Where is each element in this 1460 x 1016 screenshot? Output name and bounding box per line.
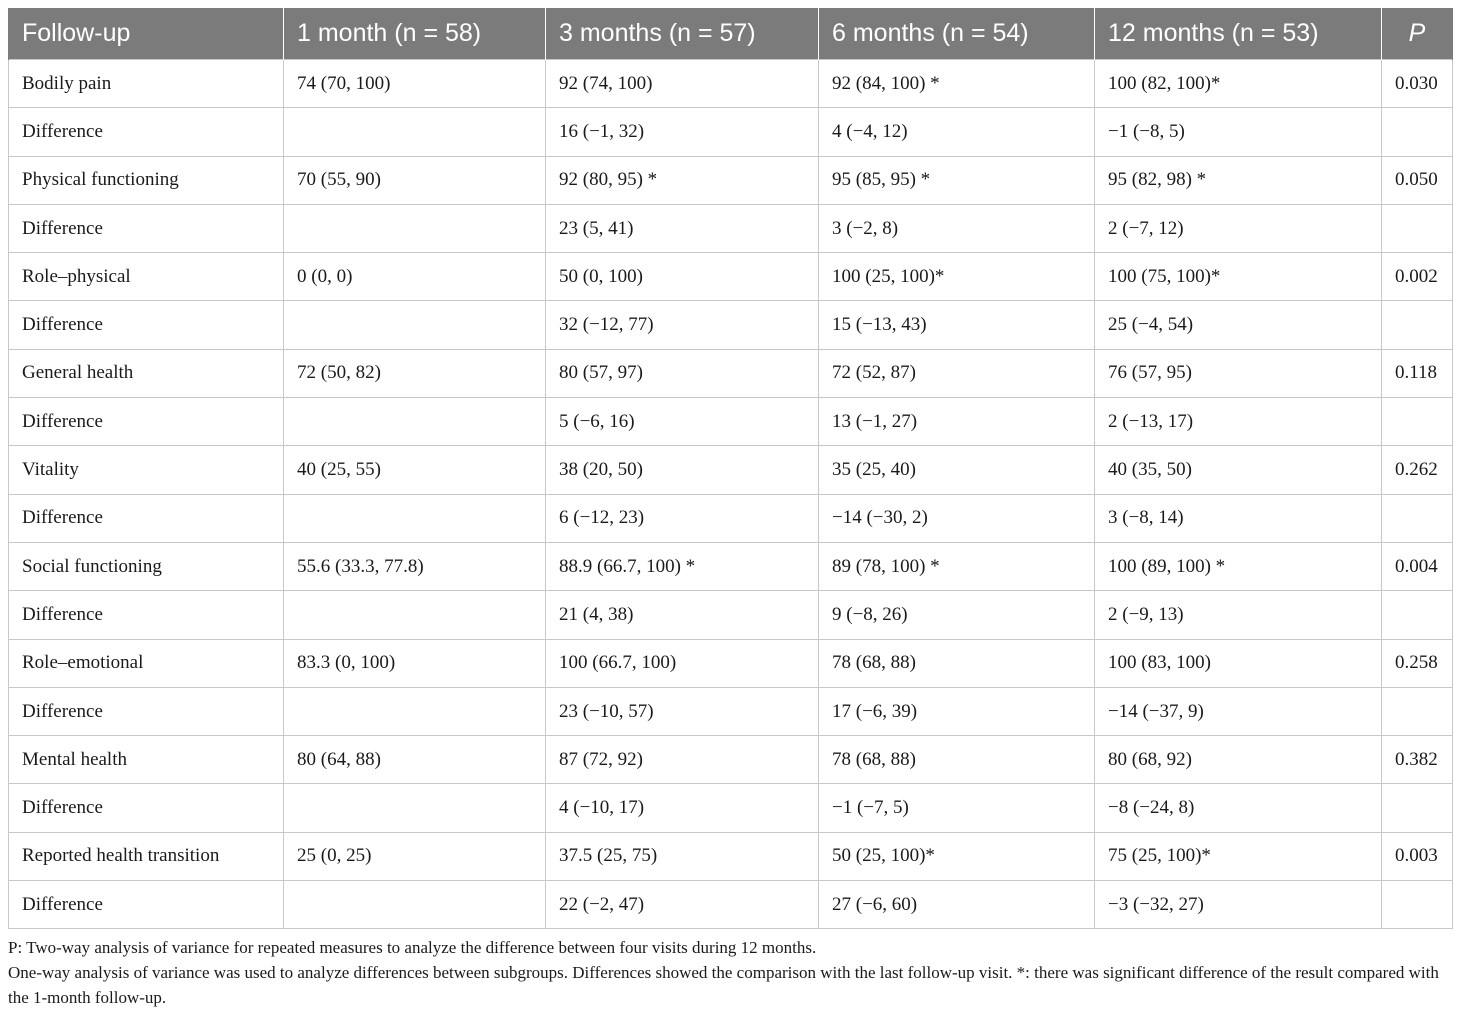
cell-follow-up: Difference — [9, 687, 284, 735]
table-header — [9, 8, 1453, 60]
cell-p-value — [1382, 494, 1453, 542]
cell-1-month: 74 (70, 100) — [284, 60, 546, 108]
cell-follow-up: Difference — [9, 301, 284, 349]
cell-p-value — [1382, 591, 1453, 639]
cell-3-months: 92 (80, 95) * — [546, 156, 819, 204]
cell-3-months: 32 (−12, 77) — [546, 301, 819, 349]
cell-1-month — [284, 204, 546, 252]
cell-follow-up: Difference — [9, 108, 284, 156]
cell-p-value: 0.382 — [1382, 736, 1453, 784]
cell-6-months: −1 (−7, 5) — [819, 784, 1095, 832]
cell-3-months: 37.5 (25, 75) — [546, 832, 819, 880]
cell-3-months: 4 (−10, 17) — [546, 784, 819, 832]
table-row — [9, 108, 1453, 156]
cell-12-months: 100 (83, 100) — [1095, 639, 1382, 687]
table-row — [9, 301, 1453, 349]
cell-follow-up: Difference — [9, 591, 284, 639]
cell-follow-up: Difference — [9, 881, 284, 929]
cell-p-value — [1382, 784, 1453, 832]
cell-1-month — [284, 784, 546, 832]
footnote-line-1: P: Two-way analysis of variance for repeated measures to analyze the difference between four visits during 12 months. — [8, 938, 817, 958]
table-row — [9, 349, 1453, 397]
cell-1-month: 83.3 (0, 100) — [284, 639, 546, 687]
cell-6-months: 35 (25, 40) — [819, 446, 1095, 494]
table-row — [9, 784, 1453, 832]
cell-3-months: 5 (−6, 16) — [546, 398, 819, 446]
table-row — [9, 639, 1453, 687]
cell-p-value: 0.030 — [1382, 60, 1453, 108]
cell-12-months: −1 (−8, 5) — [1095, 108, 1382, 156]
cell-p-value — [1382, 301, 1453, 349]
cell-p-value: 0.262 — [1382, 446, 1453, 494]
cell-6-months: 15 (−13, 43) — [819, 301, 1095, 349]
table-row — [9, 204, 1453, 252]
table-row — [9, 156, 1453, 204]
cell-follow-up: Vitality — [9, 446, 284, 494]
table-row — [9, 832, 1453, 880]
table-row — [9, 542, 1453, 590]
cell-1-month: 80 (64, 88) — [284, 736, 546, 784]
cell-12-months: −14 (−37, 9) — [1095, 687, 1382, 735]
cell-follow-up: Difference — [9, 398, 284, 446]
cell-6-months: 100 (25, 100)* — [819, 253, 1095, 301]
table-body — [9, 60, 1453, 929]
cell-3-months: 23 (5, 41) — [546, 204, 819, 252]
cell-6-months: −14 (−30, 2) — [819, 494, 1095, 542]
cell-follow-up: General health — [9, 349, 284, 397]
cell-12-months: 100 (89, 100) * — [1095, 542, 1382, 590]
cell-p-value — [1382, 881, 1453, 929]
cell-12-months: −8 (−24, 8) — [1095, 784, 1382, 832]
cell-1-month: 40 (25, 55) — [284, 446, 546, 494]
cell-3-months: 92 (74, 100) — [546, 60, 819, 108]
table-row — [9, 736, 1453, 784]
cell-3-months: 23 (−10, 57) — [546, 687, 819, 735]
cell-6-months: 3 (−2, 8) — [819, 204, 1095, 252]
header-12-months: 12 months (n = 53) — [1095, 8, 1382, 60]
cell-p-value — [1382, 398, 1453, 446]
cell-3-months: 100 (66.7, 100) — [546, 639, 819, 687]
cell-6-months: 4 (−4, 12) — [819, 108, 1095, 156]
cell-p-value: 0.050 — [1382, 156, 1453, 204]
cell-12-months: 40 (35, 50) — [1095, 446, 1382, 494]
cell-12-months: 2 (−13, 17) — [1095, 398, 1382, 446]
cell-1-month — [284, 687, 546, 735]
cell-p-value: 0.258 — [1382, 639, 1453, 687]
cell-1-month: 70 (55, 90) — [284, 156, 546, 204]
cell-follow-up: Physical functioning — [9, 156, 284, 204]
cell-p-value: 0.004 — [1382, 542, 1453, 590]
cell-6-months: 89 (78, 100) * — [819, 542, 1095, 590]
cell-1-month — [284, 398, 546, 446]
cell-follow-up: Difference — [9, 204, 284, 252]
cell-3-months: 16 (−1, 32) — [546, 108, 819, 156]
table-row — [9, 687, 1453, 735]
cell-6-months: 13 (−1, 27) — [819, 398, 1095, 446]
cell-12-months: 100 (75, 100)* — [1095, 253, 1382, 301]
cell-12-months: 95 (82, 98) * — [1095, 156, 1382, 204]
header-6-months: 6 months (n = 54) — [819, 8, 1095, 60]
cell-12-months: 100 (82, 100)* — [1095, 60, 1382, 108]
header-follow-up: Follow-up — [9, 8, 284, 60]
cell-3-months: 22 (−2, 47) — [546, 881, 819, 929]
cell-3-months: 21 (4, 38) — [546, 591, 819, 639]
cell-1-month: 25 (0, 25) — [284, 832, 546, 880]
cell-p-value: 0.003 — [1382, 832, 1453, 880]
cell-6-months: 27 (−6, 60) — [819, 881, 1095, 929]
header-3-months: 3 months (n = 57) — [546, 8, 819, 60]
cell-follow-up: Difference — [9, 494, 284, 542]
cell-1-month: 0 (0, 0) — [284, 253, 546, 301]
table-row — [9, 253, 1453, 301]
cell-follow-up: Mental health — [9, 736, 284, 784]
cell-1-month — [284, 591, 546, 639]
table-row — [9, 60, 1453, 108]
table-row — [9, 398, 1453, 446]
table-container — [8, 8, 1452, 1010]
cell-p-value — [1382, 108, 1453, 156]
cell-12-months: 25 (−4, 54) — [1095, 301, 1382, 349]
cell-6-months: 78 (68, 88) — [819, 639, 1095, 687]
cell-1-month — [284, 108, 546, 156]
cell-p-value — [1382, 687, 1453, 735]
cell-12-months: 2 (−9, 13) — [1095, 591, 1382, 639]
cell-follow-up: Role–physical — [9, 253, 284, 301]
cell-p-value — [1382, 204, 1453, 252]
cell-6-months: 95 (85, 95) * — [819, 156, 1095, 204]
cell-3-months: 88.9 (66.7, 100) * — [546, 542, 819, 590]
cell-6-months: 92 (84, 100) * — [819, 60, 1095, 108]
cell-follow-up: Difference — [9, 784, 284, 832]
cell-3-months: 50 (0, 100) — [546, 253, 819, 301]
cell-12-months: −3 (−32, 27) — [1095, 881, 1382, 929]
header-row — [9, 8, 1453, 60]
cell-1-month: 55.6 (33.3, 77.8) — [284, 542, 546, 590]
cell-follow-up: Role–emotional — [9, 639, 284, 687]
cell-12-months: 2 (−7, 12) — [1095, 204, 1382, 252]
header-1-month: 1 month (n = 58) — [284, 8, 546, 60]
cell-3-months: 80 (57, 97) — [546, 349, 819, 397]
table-row — [9, 881, 1453, 929]
footnote-line-2: One-way analysis of variance was used to analyze differences between subgroups. Differences showed the comparison with the last follow-up visit. *: there was significant difference of the result compared with the 1-month follow-up. — [8, 963, 1439, 1008]
cell-6-months: 50 (25, 100)* — [819, 832, 1095, 880]
cell-p-value: 0.118 — [1382, 349, 1453, 397]
cell-6-months: 78 (68, 88) — [819, 736, 1095, 784]
cell-12-months: 76 (57, 95) — [1095, 349, 1382, 397]
table-row — [9, 446, 1453, 494]
cell-3-months: 6 (−12, 23) — [546, 494, 819, 542]
cell-12-months: 3 (−8, 14) — [1095, 494, 1382, 542]
cell-6-months: 17 (−6, 39) — [819, 687, 1095, 735]
cell-follow-up: Social functioning — [9, 542, 284, 590]
cell-p-value: 0.002 — [1382, 253, 1453, 301]
cell-follow-up: Reported health transition — [9, 832, 284, 880]
footnotes — [8, 935, 1452, 1010]
cell-6-months: 72 (52, 87) — [819, 349, 1095, 397]
cell-1-month — [284, 301, 546, 349]
cell-12-months: 80 (68, 92) — [1095, 736, 1382, 784]
cell-6-months: 9 (−8, 26) — [819, 591, 1095, 639]
table-row — [9, 591, 1453, 639]
cell-1-month — [284, 494, 546, 542]
cell-follow-up: Bodily pain — [9, 60, 284, 108]
results-table — [8, 8, 1453, 929]
header-p-value: P — [1382, 8, 1453, 60]
cell-1-month — [284, 881, 546, 929]
cell-3-months: 38 (20, 50) — [546, 446, 819, 494]
table-row — [9, 494, 1453, 542]
cell-12-months: 75 (25, 100)* — [1095, 832, 1382, 880]
cell-3-months: 87 (72, 92) — [546, 736, 819, 784]
cell-1-month: 72 (50, 82) — [284, 349, 546, 397]
